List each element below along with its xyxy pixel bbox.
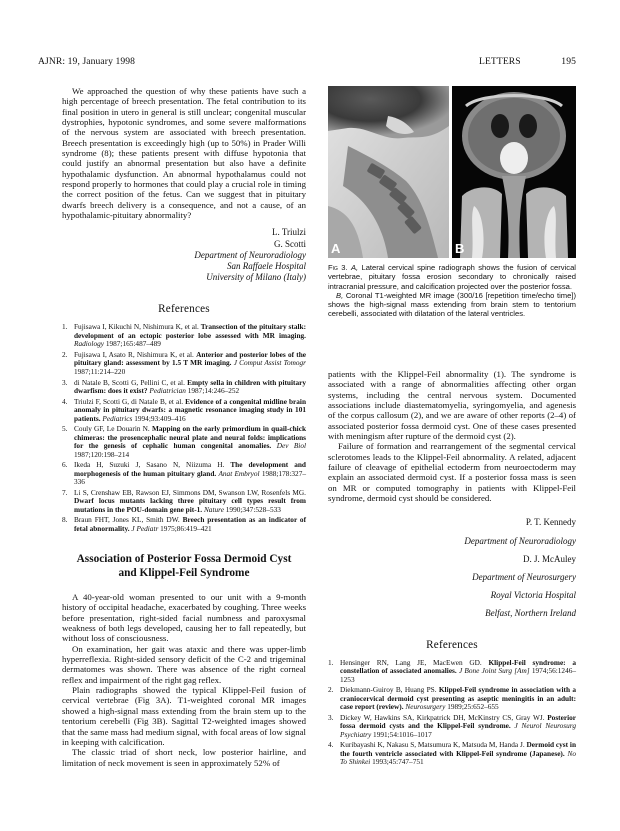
caption-panel-b-text: Coronal T1-weighted MR image (300/16 [repetition time/echo time]) shows the high-signal mass extending from brain stem to tentorium cerebelli, associated with dilatation of the lateral ventricles. [328,290,576,319]
body-paragraph: The classic triad of short neck, low posterior hairline, and limitation of neck movement is seen in approximately 52% of [62,747,306,768]
figure-caption [328,263,576,319]
reference-journal: J Neurol Neurosurg Psychiatry [340,721,577,739]
reference-title: Dermoid cyst in the fourth ventricle associated with Klippel-Feil syndrome (Japanese). [340,740,577,758]
reference-journal: J Comput Assist Tomogr [233,358,307,368]
author-affiliation: San Raffaele Hospital [227,261,306,272]
reference-authors: di Natale B, Scotti G, Pellini C, et al. [74,377,185,387]
reference-details: 1988;178:327–336 [74,468,306,487]
reference-authors: Kuribayashi K, Nakasu S, Matsumura K, Matsuda M, Handa J. [340,740,525,750]
reference-details: 1994;93:409–416 [134,413,186,423]
reference-title: The development and morphogenesis of the human pituitary gland. [74,460,306,478]
reference-number: 1. [62,322,68,332]
caption-part-b [328,291,576,319]
reference-authors: Braun FHT, Jones KL, Smith DW. [74,515,180,525]
intro-paragraph: We approached the question of why these patients have such a high percentage of breech presentation. The fetal contribution to its final position in utero in general is still unclear; congenital muscular dystrophies, hypotonic syndromes, and some severe malformations of the nervous system are associated with breech presentation. Breech presentation is exceedingly high (up to 50%) in Prader Willi syndrome (8); these patients present with diffuse hypotonia that could justify an abnormal presentation but also have a definite hypothalamic dysfunction. An abnormal hypothalamus could not respond properly to hormones that could play a crucial role in timing the correct position of the fetus. Can we suggest that in pituitary dwarfs breech delivery is a consequence, and not a cause, of an hypothalamic-pituitary abnormality? [62,86,306,221]
reference-journal: No To Shinkei [340,748,576,767]
reference-item [328,686,576,711]
reference-title: Evidence of a congenital midline brain anomaly in pituitary dwarfs: a magnetic resonance imaging study in 101 patients. [74,396,306,423]
reference-item [62,489,306,514]
author-affiliation: Royal Victoria Hospital [490,590,576,601]
reference-journal: Anat Embryol [218,468,260,478]
body-paragraph: patients with the Klippel-Feil abnormality (1). The syndrome is associated with a range of abnormalities affecting other organ systems, including the central nervous system. Documented associations include diastematomyelia, syringomyelia, and agenesis of the corpus callosum (2), and we are aware of other reports (2–4) of associated posterior fossa dermoid cyst. One of these cases presented with meningism after rupture of the dermoid cyst (2). [328,369,576,442]
reference-title: Dwarf locus mutants lacking three pituitary cell types result from mutations in the POU-domain gene pit-1. [74,496,306,514]
author-affiliation: Department of Neurosurgery [472,572,576,583]
article-title [62,553,306,580]
reference-authors: Fujisawa I, Asato R, Nishimura K, et al. [74,350,194,360]
right-column [328,369,576,769]
caption-part-a [328,263,576,291]
reference-authors: Li S, Crenshaw EB, Rawson EJ, Simmons DM, Swanson LW, Rosenfels MG. [74,487,306,497]
reference-title: Posterior fossa dermoid cysts and the Klippel-Feil syndrome. [340,712,576,731]
article-title-line: and Klippel-Feil Syndrome [118,566,250,579]
mri-panel [452,86,576,258]
reference-authors: Ikeda H, Suzuki J, Sasano N, Niizuma H. [74,460,225,470]
reference-journal: Pediatrics [102,413,133,423]
reference-number: 3. [62,377,68,387]
reference-details: 1990;347:528–533 [225,504,281,514]
reference-item [62,425,306,459]
reference-journal: Nature [203,504,224,514]
reference-details: 1975;86:419–421 [160,523,212,533]
panel-label-b: B [455,241,465,256]
author-name: D. J. McAuley [523,553,576,564]
reference-item [62,351,306,376]
section-name: LETTERS [479,56,521,67]
author-name: P. T. Kennedy [525,517,576,528]
reference-details: 1974;56:1246–1253 [340,666,577,684]
article-title-line: Association of Posterior Fossa Dermoid Cyst [76,553,292,566]
author-affiliation: Belfast, Northern Ireland [485,608,576,619]
reference-number: 2. [328,685,334,695]
reference-details: 1987;165:487–489 [105,339,161,349]
reference-item [328,741,576,766]
reference-item [62,516,306,533]
coronal-mri-image [452,86,576,258]
cervical-spine-radiograph [328,86,449,258]
caption-panel-a-text: Lateral cervical spine radiograph shows the fusion of cervical vertebrae, pituitary fossa erosion secondary to chronically raised intracranial pressure, and calcification projected over the posterior fossa. [328,263,576,291]
caption-panel-b-label: B, [336,290,344,300]
author-affiliation: Department of Neuroradiology [464,535,576,546]
reference-number: 3. [328,712,334,722]
author-name: G. Scotti [273,238,306,249]
reference-item [328,659,576,684]
reference-item [62,398,306,423]
caption-panel-a-label: A, [350,263,359,272]
reference-details: 1987;120:198–214 [74,449,130,459]
reference-title: Anterior and posterior lobes of the pituitary gland: assessment by 1.5 T MR imaging. [74,350,306,368]
reference-journal: Neurosurgery [405,702,446,712]
author-name: L. Triulzi [271,227,306,238]
reference-number: 4. [62,396,68,406]
reference-item [328,714,576,739]
reference-authors: Fujisawa I, Kikuchi N, Nishimura K, et al. [74,322,199,332]
reference-journal: Dev Biol [276,441,307,451]
reference-item [62,379,306,396]
reference-details: 1987;11:214–220 [74,366,126,376]
reference-details: 1991;54:1016–1017 [373,729,432,739]
reference-item [62,323,306,348]
reference-authors: Couly GF, Le Douarin N. [74,424,150,434]
reference-number: 4. [328,740,334,750]
reference-title: Klippel-Feil syndrome in association with a craniocervical dermoid cyst presenting as aseptic meningitis in an adult: case report (review). [340,685,577,712]
reference-title: Klippel-Feil syndrome: a constellation of associated anomalies. [340,657,576,676]
reference-item [62,461,306,486]
reference-number: 7. [62,487,68,497]
panel-label-a: A [331,241,341,256]
reference-journal: J Bone Joint Surg [Am] [458,666,530,676]
reference-authors: Triulzi F, Scotti G, di Natale B, et al. [74,396,184,406]
reference-journal: Pediatrician [149,386,186,396]
reference-title: Mapping on the early primordium in quail-chick chimeras: the prosencephalic neural plate and neural folds: implications for the genesis of cephalic human congenital anomalies. [74,424,306,451]
reference-authors: Diekmann-Guiroy B, Huang PS. [340,685,437,695]
reference-title: Transection of the pituitary stalk: development of an ectopic posterior lobe assessed with MR imaging. [74,322,306,340]
reference-number: 2. [62,350,68,360]
reference-details: 1993;45:747–751 [372,757,424,767]
author-affiliation: University of Milano (Italy) [206,272,306,283]
figure-number: Fig 3. [328,263,348,272]
running-header [38,56,576,68]
reference-number: 8. [62,515,68,525]
references-heading: References [426,638,478,651]
reference-number: 5. [62,424,68,434]
reference-number: 6. [62,460,68,470]
letter-signature [62,227,306,283]
references-heading: References [158,303,210,316]
reference-list [62,323,306,533]
reference-number: 1. [328,657,334,667]
xray-panel [328,86,449,258]
reference-journal: Radiology [74,339,104,349]
reference-journal: J Pediatr [131,523,159,533]
page-number: 195 [561,56,576,67]
body-paragraph: On examination, her gait was ataxic and there was upper-limb hyperreflexia. Right-sided sensory deficit of the C-2 and trigeminal dermatomes was shown. There was absence of the right corneal reflex and impairment of the right gag reflex. [62,643,306,685]
body-paragraph: Plain radiographs showed the typical Klippel-Feil fusion of cervical vertebrae (Fig 3A). T1-weighted coronal MR images showed a high-signal mass extending from the brain stem up to the tentorium cerebelli (Fig 3B). Sagittal T2-weighted images showed that the same mass had medium signal, with focal areas of low signal in keeping with calcification. [62,685,306,747]
reference-title: Empty sella in children with pituitary dwarfism: does it exist? [74,377,306,396]
body-paragraph: A 40-year-old woman presented to our unit with a 9-month history of occipital headache, exacerbated by coughing. Three weeks before presentation, right-sided facial numbness and paroxysmal weakness of both legs developed, causing her to fall repeatedly, but without loss of consciousness. [62,592,306,644]
left-column [62,86,306,768]
reference-details: 1989;25:652–655 [447,702,499,712]
figure-3 [328,86,576,258]
body-paragraph: Failure of formation and rearrangement of the segmental cervical sclerotomes leads to the Klippel-Feil abnormality. A related, adjacent failure of cleavage of epithelial ectoderm from neuroectoderm may explain an associated dermoid cyst. If a posterior fossa mass is seen on MR or computed tomography in patients with Klippel-Feil syndrome, dermoid cyst should be considered. [328,441,576,504]
reference-title: Breech presentation as an indicator of fetal abnormality. [74,515,306,533]
article-signature [328,513,576,622]
reference-details: 1987;14:246–252 [187,386,240,396]
journal-citation: AJNR: 19, January 1998 [38,56,136,67]
reference-authors: Dickey W, Hawkins SA, Kirkpatrick DH, McKinstry CS, Gray WJ. [340,712,545,722]
author-affiliation: Department of Neuroradiology [194,249,306,260]
reference-authors: Hensinger RN, Lang JE, MacEwen GD. [340,657,482,667]
reference-list [328,659,576,767]
